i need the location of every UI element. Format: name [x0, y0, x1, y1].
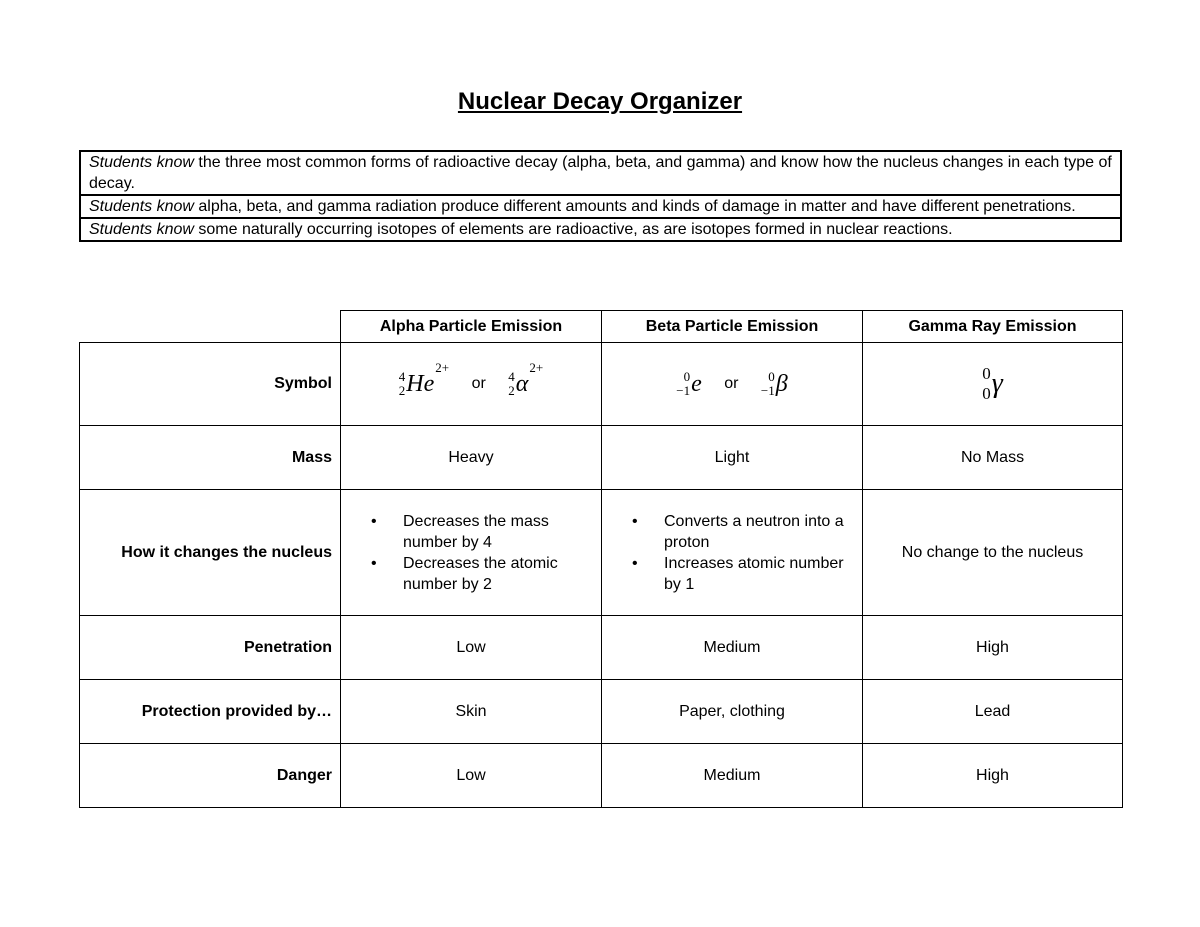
bullet-list: [349, 511, 593, 595]
standard-text: [80, 195, 1121, 218]
element-symbol: e: [691, 370, 702, 397]
mass-row: [80, 426, 1123, 490]
mass-number: 0: [982, 364, 991, 383]
bullet-icon: •: [371, 512, 377, 530]
alpha-danger: Low: [341, 744, 602, 808]
electron-symbol: [676, 370, 702, 398]
alpha-symbol: [508, 360, 544, 398]
standard-lead: Students know: [89, 154, 194, 171]
beta-mass: Light: [602, 426, 863, 490]
mass-number: 0: [768, 369, 775, 384]
bullet-list: [610, 511, 854, 595]
row-label-danger: Danger: [80, 744, 341, 808]
row-label-protection: Protection provided by…: [80, 680, 341, 744]
bullet-icon: •: [371, 554, 377, 572]
standard-lead: Students know: [89, 221, 194, 238]
atomic-number: −1: [760, 383, 775, 398]
atomic-number: −1: [676, 383, 691, 398]
or-text: or: [724, 375, 739, 392]
mass-number: 0: [683, 369, 691, 384]
alpha-protection: Skin: [341, 680, 602, 744]
protection-row: [80, 680, 1123, 744]
alpha-mass: Heavy: [341, 426, 602, 490]
symbol-row: [80, 343, 1123, 426]
alpha-symbol-cell: [341, 343, 602, 426]
column-header-beta: Beta Particle Emission: [602, 311, 863, 343]
beta-protection: Paper, clothing: [602, 680, 863, 744]
standard-row: [80, 151, 1121, 195]
element-symbol: α: [515, 370, 529, 397]
row-label-symbol: Symbol: [80, 343, 341, 426]
row-label-nucleus: How it changes the nucleus: [80, 490, 341, 616]
charge: 2+: [529, 360, 544, 375]
alpha-nucleus-change: [341, 490, 602, 616]
element-symbol: β: [775, 370, 788, 397]
charge: 2+: [435, 360, 450, 375]
element-symbol: γ: [991, 368, 1003, 399]
standard-row: [80, 218, 1121, 241]
atomic-number: 0: [982, 384, 991, 403]
gamma-symbol: [982, 364, 1003, 404]
gamma-protection: Lead: [863, 680, 1123, 744]
list-item: [610, 553, 854, 595]
bullet-icon: •: [632, 512, 638, 530]
column-header-gamma: Gamma Ray Emission: [863, 311, 1123, 343]
helium-nucleus-symbol: [398, 360, 450, 398]
or-text: or: [471, 375, 486, 392]
list-item: [349, 511, 593, 553]
column-header-alpha: Alpha Particle Emission: [341, 311, 602, 343]
standard-text: [80, 218, 1121, 241]
standard-body: some naturally occurring isotopes of elements are radioactive, as are isotopes formed in nuclear reactions.: [193, 221, 953, 238]
bullet-icon: •: [632, 554, 638, 572]
beta-symbol: [761, 370, 788, 398]
gamma-danger: High: [863, 744, 1123, 808]
standard-body: the three most common forms of radioactive decay (alpha, beta, and gamma) and know how the nucleus changes in each type of decay.: [89, 154, 1112, 192]
standards-table: [79, 150, 1122, 242]
beta-danger: Medium: [602, 744, 863, 808]
header-row: [80, 311, 1123, 343]
standard-body: alpha, beta, and gamma radiation produce different amounts and kinds of damage in matter and have different penetrations.: [193, 198, 1076, 215]
standard-lead: Students know: [89, 198, 194, 215]
gamma-symbol-cell: [863, 343, 1123, 426]
list-item-text: Increases atomic number by 1: [664, 554, 844, 593]
penetration-row: [80, 616, 1123, 680]
gamma-penetration: High: [863, 616, 1123, 680]
alpha-penetration: Low: [341, 616, 602, 680]
element-symbol: He: [406, 370, 435, 397]
beta-nucleus-change: [602, 490, 863, 616]
beta-symbol-cell: [602, 343, 863, 426]
list-item: [610, 511, 854, 553]
danger-row: [80, 744, 1123, 808]
nucleus-change-row: [80, 490, 1123, 616]
page-title: Nuclear Decay Organizer: [457, 88, 743, 115]
row-label-penetration: Penetration: [80, 616, 341, 680]
list-item-text: Converts a neutron into a proton: [664, 512, 844, 551]
list-item-text: Decreases the mass number by 4: [403, 512, 549, 551]
mass-number: 4: [508, 369, 515, 384]
gamma-nucleus-change: No change to the nucleus: [863, 490, 1123, 616]
atomic-number: 2: [508, 383, 515, 398]
decay-organizer-table: [79, 310, 1123, 808]
standard-text: [80, 151, 1121, 195]
header-blank: [80, 311, 341, 343]
gamma-mass: No Mass: [863, 426, 1123, 490]
list-item: [349, 553, 593, 595]
standard-row: [80, 195, 1121, 218]
row-label-mass: Mass: [80, 426, 341, 490]
beta-penetration: Medium: [602, 616, 863, 680]
atomic-number: 2: [398, 383, 406, 398]
mass-number: 4: [398, 369, 406, 384]
list-item-text: Decreases the atomic number by 2: [403, 554, 558, 593]
